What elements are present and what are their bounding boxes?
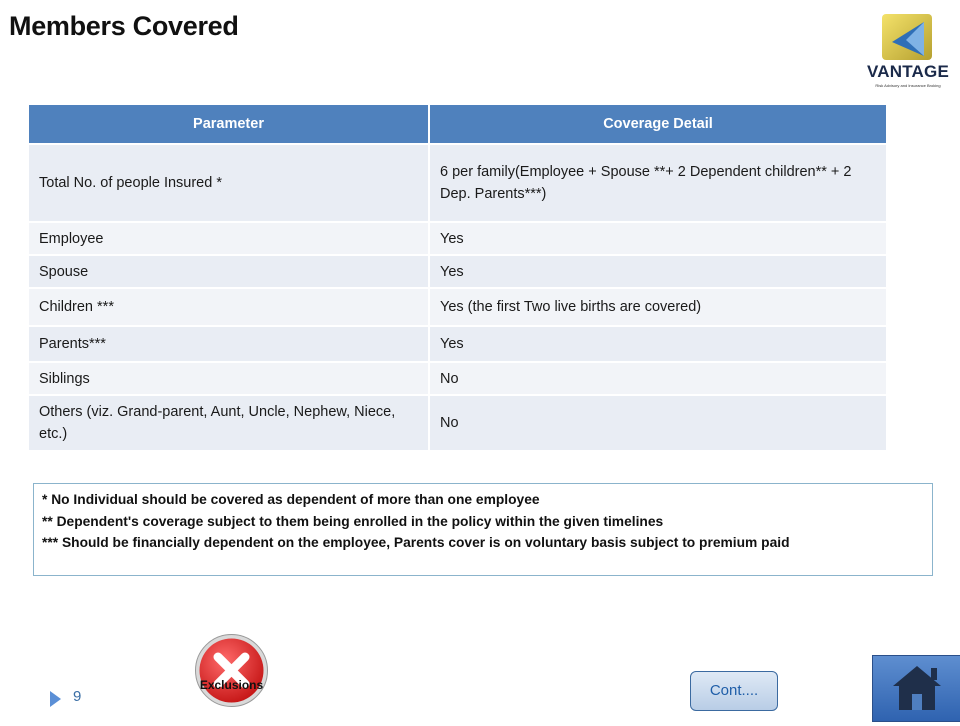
home-button[interactable] (872, 655, 960, 722)
cell-parameter: Others (viz. Grand-parent, Aunt, Uncle, Nephew, Niece, etc.) (29, 395, 429, 451)
cell-parameter: Children *** (29, 288, 429, 326)
table-row (29, 255, 887, 288)
footnote: ** Dependent's coverage subject to them being enrolled in the policy within the given timelines (42, 513, 664, 529)
cell-coverage: 6 per family(Employee + Spouse **+ 2 Dependent children** + 2 Dep. Parents***) (429, 144, 887, 222)
footnote: *** Should be financially dependent on the employee, Parents cover is on voluntary basis subject to premium paid (42, 535, 790, 550)
vantage-logo-icon (866, 12, 950, 62)
page-number: 9 (73, 688, 82, 705)
cell-coverage: Yes (429, 255, 887, 288)
cell-parameter: Siblings (29, 362, 429, 395)
coverage-table (29, 105, 888, 452)
column-header-coverage-detail: Coverage Detail (429, 105, 887, 144)
table-row (29, 144, 887, 222)
cell-coverage: Yes (429, 326, 887, 362)
table-row (29, 326, 887, 362)
home-icon (873, 656, 960, 721)
table-header-row (29, 105, 887, 144)
close-icon (193, 632, 270, 709)
continue-button[interactable]: Cont.... (690, 671, 778, 711)
cell-parameter: Spouse (29, 255, 429, 288)
table-row (29, 395, 887, 451)
vantage-logo (866, 12, 950, 96)
exclusions-button[interactable] (193, 632, 270, 709)
cell-parameter: Total No. of people Insured * (29, 144, 429, 222)
cell-parameter: Employee (29, 222, 429, 255)
table-row (29, 362, 887, 395)
cell-coverage: Yes (the first Two live births are covered) (429, 288, 887, 326)
footnotes-box (33, 483, 933, 576)
column-header-parameter: Parameter (29, 105, 429, 144)
cell-coverage: Yes (429, 222, 887, 255)
page-title: Members Covered (9, 11, 239, 41)
table-row (29, 222, 887, 255)
footnote: * No Individual should be covered as dependent of more than one employee (42, 492, 540, 507)
cell-coverage: No (429, 395, 887, 451)
play-arrow-icon (48, 690, 62, 708)
logo-name: VANTAGE (867, 62, 949, 81)
cell-coverage: No (429, 362, 887, 395)
table-row (29, 288, 887, 326)
cell-parameter: Parents*** (29, 326, 429, 362)
logo-tagline: Risk Advisory and Insurance Broking (875, 83, 941, 88)
exclusions-label: Exclusions (199, 678, 264, 692)
